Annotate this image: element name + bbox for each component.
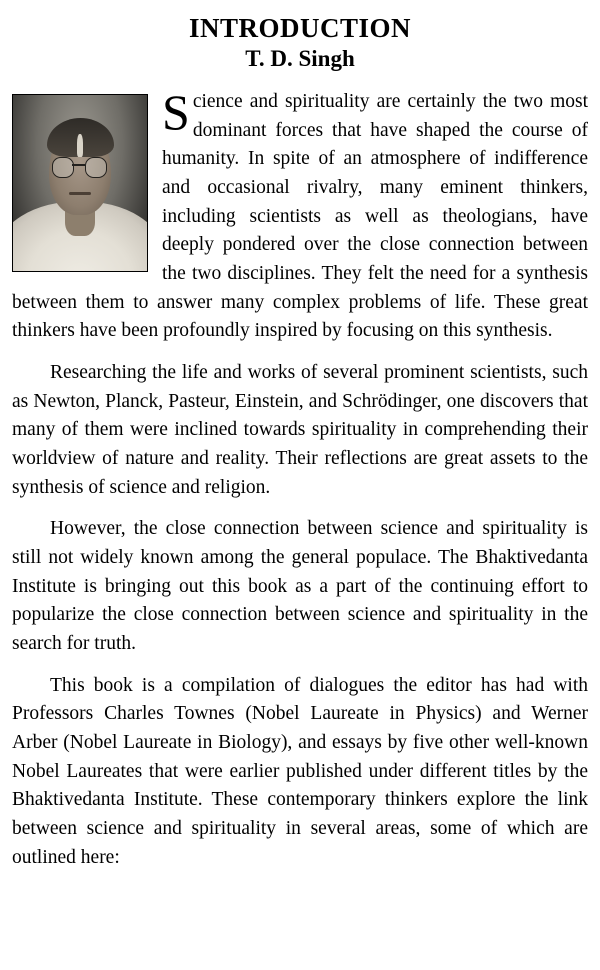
portrait-mouth bbox=[69, 192, 90, 195]
portrait-glasses-right-icon bbox=[85, 157, 107, 178]
portrait-glasses-bridge bbox=[72, 164, 85, 166]
paragraph-text: cience and spirituality are certainly the two most dominant forces that have shaped the course of humanity. In spite of an atmosphere of indifference and occasional rivalry, many eminent thinkers, including scientists as well as theologians, have deeply pondered over the close connection between the two disciplines. They felt the need for a synthesis between them to answer many complex problems of life. These great thinkers have been profoundly inspired by focusing on this synthesis. bbox=[12, 91, 588, 342]
paragraph-text: Researching the life and works of several prominent scientists, such as Newton, Planck, Pasteur, Einstein, and Schrödinger, one discovers that many of them were inclined towards spirituality in comprehending their worldview of nature and reality. Their reflections are great assets to the synthesis of science and religion. bbox=[12, 362, 588, 498]
page-title: INTRODUCTION bbox=[188, 13, 412, 43]
paragraph bbox=[12, 672, 588, 873]
portrait-tilak bbox=[77, 134, 84, 157]
paragraph bbox=[12, 359, 588, 502]
paragraph-text: This book is a compilation of dialogues the editor has had with Professors Charles Townes (Nobel Laureate in Physics) and Werner Arber (Nobel Laureate in Biology), and essays by five other well-known Nobel Laureates that were earlier published under different titles by the Bhaktivedanta Institute. These contemporary thinkers explore the link between science and spirituality in several areas, some of which are outlined here: bbox=[12, 674, 588, 868]
drop-cap: S bbox=[162, 84, 190, 141]
paragraph-text: However, the close connection between science and spirituality is still not widely known among the general populace. The Bhaktivedanta Institute is bringing out this book as a part of the continuing effort to popularize the close connection between science and spirituality in the search for truth. bbox=[12, 518, 588, 654]
body-text bbox=[12, 84, 588, 872]
portrait-glasses-left-icon bbox=[52, 157, 74, 178]
paragraph bbox=[12, 515, 588, 658]
portrait-image bbox=[12, 94, 148, 272]
author-name: T. D. Singh bbox=[245, 45, 355, 71]
